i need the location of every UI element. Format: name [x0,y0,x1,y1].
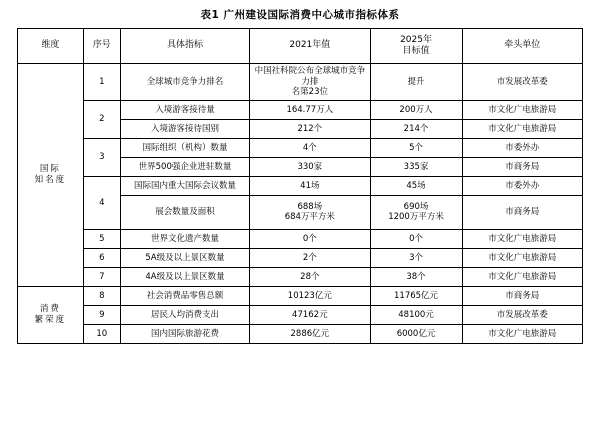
row-indicator: 国内国际旅游花费 [120,324,249,343]
table-row [18,305,583,324]
dimension-label-line1: 消费 [39,304,61,315]
row-target-2025: 38个 [370,267,462,286]
row-department: 市委外办 [462,138,582,157]
row-target-2025-line2: 1200万平方米 [388,212,444,223]
row-target-2025: 200万人 [370,100,462,119]
row-value-2021-line2: 684万平方米 [284,212,335,223]
row-department: 市发展改革委 [462,305,582,324]
row-target-2025: 6000亿元 [370,324,462,343]
row-indicator: 世界500强企业进驻数量 [120,157,249,176]
page-title: 表1 广州建设国际消费中心城市指标体系 [200,9,400,21]
row-value-2021: 212个 [250,119,370,138]
column-header-value-2021: 2021年值 [250,29,370,64]
row-seq: 9 [83,305,120,324]
table-row [18,324,583,343]
row-indicator: 全球城市竞争力排名 [120,64,249,101]
table-row [18,229,583,248]
row-department: 市商务局 [462,157,582,176]
column-header-target-2025-line2: 目标值 [402,46,430,56]
row-value-2021: 330家 [250,157,370,176]
row-seq: 3 [83,138,120,176]
dimension-cell-international-recognition [18,64,84,287]
row-target-2025-line1: 690场 [403,201,429,212]
row-seq: 8 [83,286,120,305]
row-department: 市文化广电旅游局 [462,324,582,343]
column-header-target-2025 [370,29,462,64]
row-target-2025 [370,195,462,229]
table-row [18,248,583,267]
row-target-2025: 11765亿元 [370,286,462,305]
row-indicator: 5A级及以上景区数量 [120,248,249,267]
table-row [18,176,583,195]
row-indicator: 世界文化遗产数量 [120,229,249,248]
row-seq: 4 [83,176,120,229]
row-seq: 1 [83,64,120,101]
row-department: 市委外办 [462,176,582,195]
table-row [18,138,583,157]
table-row [18,267,583,286]
row-target-2025: 45场 [370,176,462,195]
dimension-cell-consumption-prosperity [18,286,84,343]
row-indicator: 社会消费品零售总额 [120,286,249,305]
row-seq: 2 [83,100,120,138]
column-header-seq: 序号 [83,29,120,64]
row-value-2021-line1: 688场 [297,201,323,212]
row-target-2025: 0个 [370,229,462,248]
row-value-2021: 28个 [250,267,370,286]
row-value-2021: 47162元 [250,305,370,324]
row-seq: 5 [83,229,120,248]
column-header-dimension: 维度 [18,29,84,64]
dimension-label-line1: 国际 [39,164,61,175]
row-target-2025: 48100元 [370,305,462,324]
row-department: 市商务局 [462,195,582,229]
row-value-2021: 2个 [250,248,370,267]
row-target-2025: 214个 [370,119,462,138]
table-row [18,100,583,119]
row-indicator: 国际国内重大国际会议数量 [120,176,249,195]
table-header-row [18,29,583,64]
row-target-2025: 5个 [370,138,462,157]
row-value-2021: 164.77万人 [250,100,370,119]
row-department: 市商务局 [462,286,582,305]
row-indicator: 入境游客接待量 [120,100,249,119]
table-row [18,286,583,305]
table-header [18,29,583,64]
row-target-2025: 3个 [370,248,462,267]
row-value-2021: 2886亿元 [250,324,370,343]
table-body [18,64,583,344]
row-value-2021: 4个 [250,138,370,157]
row-target-2025: 提升 [370,64,462,101]
row-indicator: 展会数量及面积 [120,195,249,229]
row-department: 市发展改革委 [462,64,582,101]
row-value-2021-line2: 名第23位 [291,87,328,98]
row-target-2025: 335家 [370,157,462,176]
row-department: 市文化广电旅游局 [462,229,582,248]
row-value-2021: 10123亿元 [250,286,370,305]
row-value-2021-line1: 中国社科院公布全球城市竞争力排 [254,66,366,87]
row-value-2021 [250,195,370,229]
row-indicator: 居民人均消费支出 [120,305,249,324]
column-header-department: 牵头单位 [462,29,582,64]
row-department: 市文化广电旅游局 [462,119,582,138]
dimension-label-line2: 知名度 [34,174,67,185]
row-value-2021: 0个 [250,229,370,248]
row-seq: 10 [83,324,120,343]
row-department: 市文化广电旅游局 [462,267,582,286]
table-row [18,64,583,101]
column-header-target-2025-line1: 2025年 [400,34,432,45]
row-indicator: 4A级及以上景区数量 [120,267,249,286]
dimension-label-line2: 繁荣度 [34,314,67,325]
column-header-indicator: 具体指标 [120,29,249,64]
row-department: 市文化广电旅游局 [462,100,582,119]
row-seq: 6 [83,248,120,267]
row-department: 市文化广电旅游局 [462,248,582,267]
row-seq: 7 [83,267,120,286]
indicator-table [17,28,583,344]
row-indicator: 入境游客接待国别 [120,119,249,138]
row-indicator: 国际组织（机构）数量 [120,138,249,157]
row-value-2021: 41场 [250,176,370,195]
row-value-2021 [250,64,370,101]
